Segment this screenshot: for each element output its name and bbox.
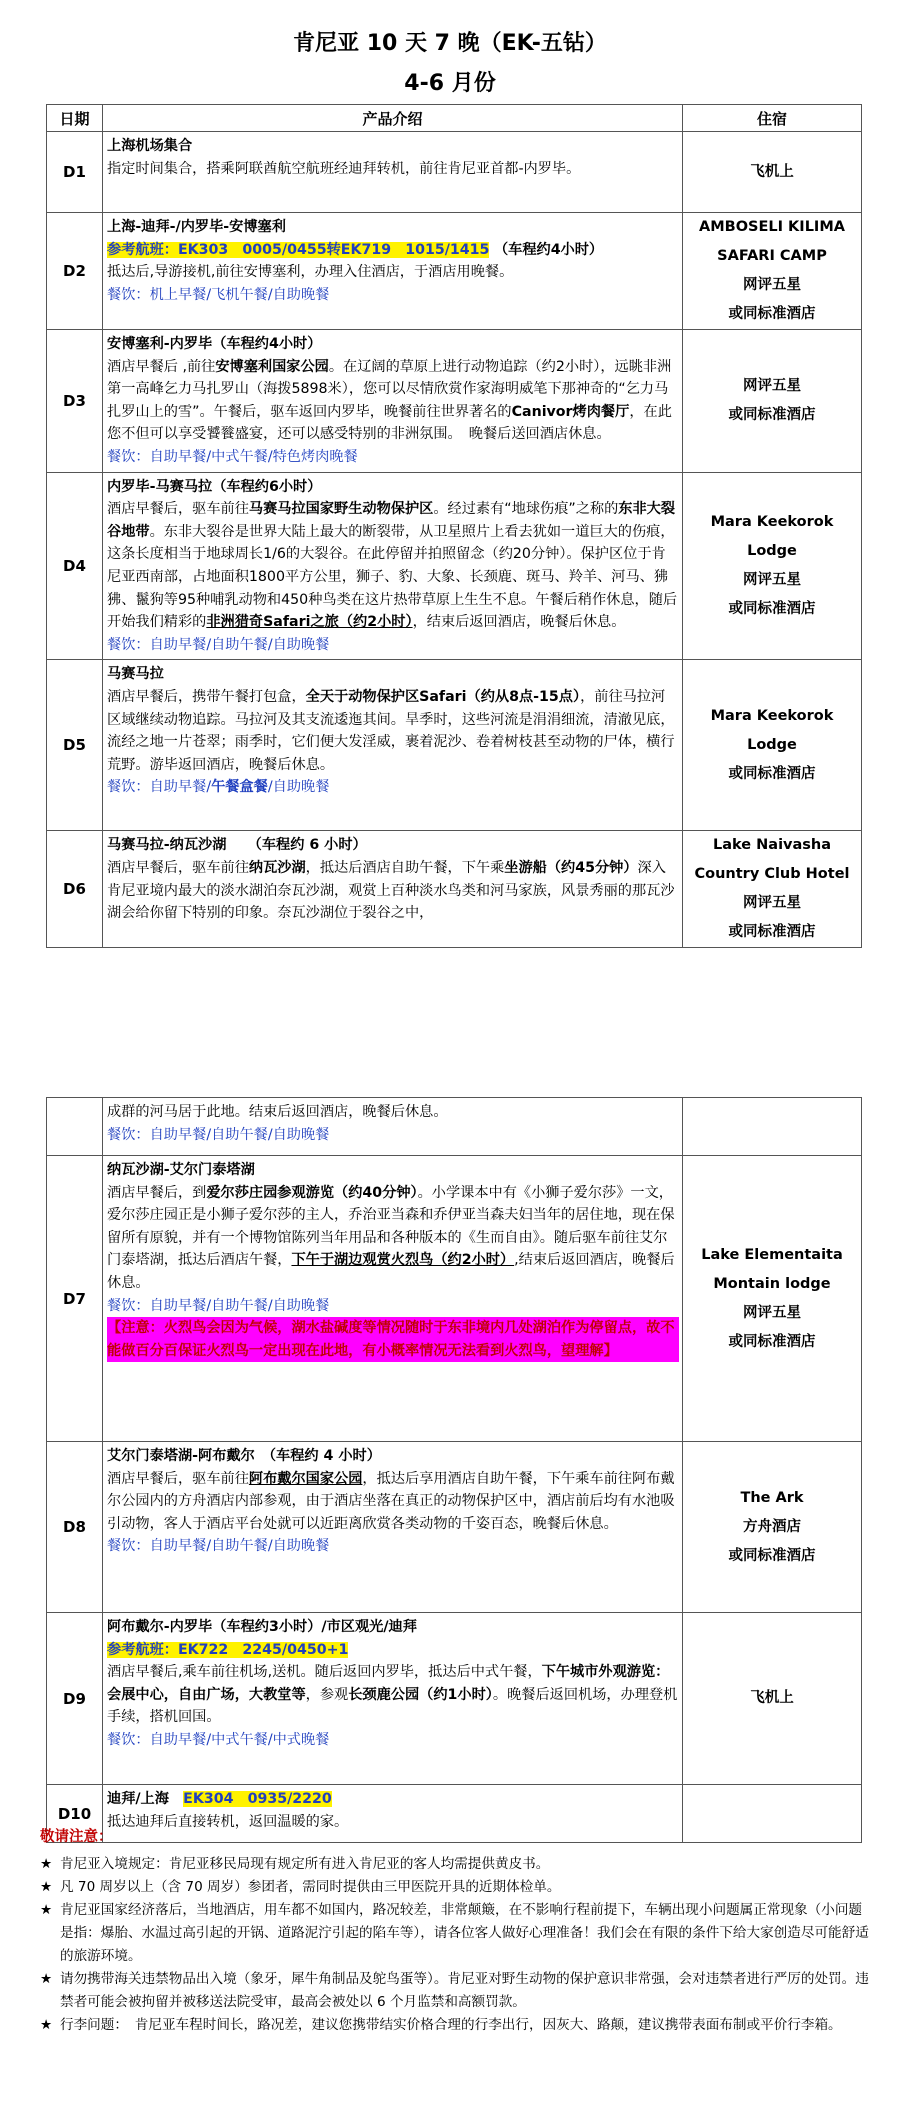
- day-text: [107, 356, 679, 446]
- text-part: 深入肯尼亚境内最大的淡水湖泊奈瓦沙湖，观赏上百种淡水鸟类和河马家族，风景秀丽的那瓦沙湖会给你留下特别的印象。奈瓦沙湖位于裂谷之中，: [107, 859, 675, 922]
- text-part: ,结束后返回酒店，晚餐后休息。: [107, 1252, 675, 1291]
- note-text: 行李问题： 肯尼亚车程时间长，路况差，建议您携带结实价格合理的行李出行，因灰大、路颠，建议携带表面布制或平价行李箱。: [60, 2017, 842, 2033]
- day-label: D3: [47, 330, 103, 473]
- meal-info: [107, 776, 679, 799]
- star-icon: ★: [40, 1971, 53, 1987]
- table-row-d3: [47, 330, 862, 473]
- day-text: 抵达迪拜后直接转机，返回温暖的家。: [107, 1813, 349, 1830]
- day-heading: 安博塞利-内罗毕（车程约4小时）: [107, 336, 322, 352]
- text-part: 酒店早餐后，到: [107, 1184, 207, 1201]
- hotel-alt: 或同标准酒店: [728, 600, 816, 617]
- hotel-cell-empty: [683, 1098, 862, 1156]
- highlight-text: 全天于动物保护区Safari（约从8点-15点）: [305, 688, 581, 705]
- table-row-d2: [47, 213, 862, 330]
- meal-part: /自助晚餐: [267, 779, 330, 796]
- day-label: D10: [47, 1785, 103, 1843]
- note-item: [40, 1899, 870, 1968]
- text-part: 。东非大裂谷是世界大陆上最大的断裂带，从卫星照片上看去犹如一道巨大的伤痕，这条长度相当于地球周长1/6的大裂谷。在此停留并拍照留念（约20分钟）。保护区位于肯尼亚西南部，占地面积1800平方公里，狮子、豹、大象、长颈鹿、斑马、羚羊、河马、狒狒、鬣狗等95种哺乳动物和450种鸟类在这片热带草原上生生不息。午餐后稍作休息，随后开始我们精彩的: [107, 523, 678, 631]
- day-description: [103, 472, 683, 660]
- note-item: [40, 1968, 870, 2014]
- flight-info: EK304 0935/2220: [183, 1791, 332, 1807]
- note-item: [40, 2014, 870, 2037]
- day-heading: 艾尔门泰塔湖-阿布戴尔 （车程约 4 小时）: [107, 1448, 381, 1464]
- text-part: ，在此您不但可以享受饕餮盛宴，还可以感受特别的非洲氛围。 晚餐后送回酒店休息。: [107, 403, 672, 443]
- page-title: 肯尼亚 10 天 7 晚（EK-五钻）: [293, 31, 607, 56]
- header-hotel: 住宿: [683, 105, 862, 132]
- notes-heading: 敬请注意：: [40, 1829, 113, 1845]
- day-heading: 内罗毕-马赛马拉（车程约6小时）: [107, 478, 322, 495]
- flight-info: 参考航班：EK303 0005/0455转EK719 1015/1415: [107, 241, 490, 258]
- text-part: ，参观: [305, 1686, 349, 1703]
- star-icon: ★: [40, 1856, 53, 1872]
- hotel-rating: 网评五星: [743, 1304, 801, 1321]
- underlined-text: 非洲猎奇Safari之旅（约2小时）: [206, 614, 413, 631]
- header-date: 日期: [47, 105, 103, 132]
- day-label-empty: [47, 1098, 103, 1156]
- note-text: 肯尼亚入境规定：肯尼亚移民局现有规定所有进入肯尼亚的客人均需提供黄皮书。: [60, 1856, 550, 1872]
- meal-info: 餐饮：自助早餐/自助午餐/自助晚餐: [107, 1297, 330, 1314]
- hotel-cell: [683, 213, 862, 330]
- meal-info: 餐饮：自助早餐/中式午餐/特色烤肉晚餐: [107, 448, 358, 465]
- day-heading: 阿布戴尔-内罗毕（车程约3小时）/市区观光/迪拜: [107, 1619, 417, 1635]
- hotel-name: 飞机上: [750, 1690, 794, 1706]
- text-part: 酒店早餐后 ,前往: [107, 358, 216, 375]
- day-text: [107, 1661, 679, 1729]
- hotel-name-2: SAFARI CAMP: [717, 248, 827, 264]
- highlight-text: 长颈鹿公园（约1小时）: [348, 1686, 493, 1703]
- text-part: 。在辽阔的草原上进行动物追踪（约2小时），远眺非洲第一高峰乞力马扎罗山（海拨5898米），您可以尽情欣赏作家海明威笔下那神奇的“乞力马扎罗山上的雪”。午餐后，驱车返回内罗毕，晚餐前往世界著名的: [107, 358, 672, 420]
- meal-info: 餐饮：自助早餐/自助午餐/自助晚餐: [107, 636, 330, 653]
- text-part: ，前往马拉河区域继续动物追踪。马拉河及其支流逶迤其间。旱季时，这些河流是涓涓细流，清澈见底，流经之地一片苍翠；雨季时，它们便大发淫威，裹着泥沙、卷着树枝甚至动物的尸体，横行荒野。游毕返回酒店，晚餐后休息。: [107, 688, 675, 773]
- hotel-name: 飞机上: [750, 163, 794, 180]
- highlight-text: 纳瓦沙湖: [248, 859, 306, 876]
- day-description: [103, 1156, 683, 1442]
- day-heading: 马赛马拉: [107, 666, 164, 683]
- meal-info: 餐饮：机上早餐/飞机午餐/自助晚餐: [107, 286, 330, 303]
- hotel-alt: 或同标准酒店: [728, 1333, 816, 1350]
- hotel-rating: 网评五星: [743, 277, 801, 293]
- meal-info: 餐饮：自助早餐/中式午餐/中式晚餐: [107, 1731, 330, 1748]
- table-row-d6: [47, 831, 862, 948]
- hotel-cell: [683, 132, 862, 213]
- note-text: 请勿携带海关违禁物品出入境（象牙，犀牛角制品及鸵鸟蛋等）。肯尼亚对野生动物的保护意识非常强，会对违禁者进行严厉的处罚。违禁者可能会被拘留并被移送法院受审，最高会被处以 6 个月监禁和高额罚款。: [60, 1971, 869, 2010]
- day-heading: 纳瓦沙湖-艾尔门泰塔湖: [107, 1162, 255, 1178]
- page-subtitle: 4-6 月份: [404, 71, 496, 96]
- day-description: [103, 831, 683, 948]
- hotel-cell: [683, 831, 862, 948]
- day-text: 指定时间集合，搭乘阿联酋航空航班经迪拜转机，前往肯尼亚首都-内罗毕。: [107, 160, 581, 177]
- text-part: 酒店早餐后，驱车前往: [107, 1470, 249, 1487]
- day-label: D8: [47, 1442, 103, 1613]
- hotel-cell: [683, 330, 862, 473]
- underlined-text: 下午于湖边观赏火烈鸟（约2小时）: [291, 1252, 515, 1269]
- day-description: [103, 1442, 683, 1613]
- text-part: ，抵达后享用酒店自助午餐，下午乘车前往阿布戴尔公园内的方舟酒店内部参观，由于酒店坐落在真正的动物保护区中，酒店前后均有水池吸引动物，客人于酒店平台处就可以近距离欣赏各类动物的千姿百态，晚餐后休息。: [107, 1470, 675, 1532]
- note-item: [40, 1853, 870, 1876]
- day-label: D7: [47, 1156, 103, 1442]
- day-text: [107, 686, 679, 776]
- day-text: 成群的河马居于此地。结束后返回酒店，晚餐后休息。: [107, 1104, 448, 1120]
- day-heading: 马赛马拉-纳瓦沙湖 （车程约 6 小时）: [107, 837, 367, 854]
- hotel-name-2: Country Club Hotel: [694, 866, 850, 883]
- text-part: 酒店早餐后，携带午餐打包盒，: [107, 688, 306, 705]
- day-label: D1: [47, 132, 103, 213]
- meal-info: 餐饮：自助早餐/自助午餐/自助晚餐: [107, 1126, 330, 1143]
- hotel-name: Lake Naivasha: [712, 837, 832, 854]
- highlight-text: 爱尔莎庄园参观游览（约40分钟）: [206, 1184, 418, 1201]
- day-label: D5: [47, 660, 103, 831]
- table-header-row: [47, 105, 862, 132]
- day-heading: 上海-迪拜-/内罗毕-安博塞利: [107, 219, 286, 235]
- hotel-alt: 或同标准酒店: [728, 1547, 816, 1564]
- hotel-name: Lake Elementaita: [701, 1246, 843, 1263]
- table-row-d7: [47, 1156, 862, 1442]
- table-row-d4: [47, 472, 862, 660]
- hotel-cell: [683, 1613, 862, 1785]
- star-icon: ★: [40, 1879, 53, 1895]
- text-part: 酒店早餐后,乘车前往机场,送机。随后返回内罗毕，抵达后中式午餐，: [107, 1664, 542, 1681]
- text-part: 。晚餐后返回机场，办理登机手续，搭机回国。: [107, 1686, 678, 1726]
- itinerary-table-part-2: [46, 1097, 862, 1843]
- table-row-d5: [47, 660, 862, 831]
- hotel-name-2: Montain lodge: [713, 1275, 831, 1292]
- highlight-text: 东非大裂谷地带: [107, 501, 676, 540]
- day-text: [107, 1468, 679, 1536]
- hotel-cell: [683, 660, 862, 831]
- day-text: [107, 1182, 679, 1295]
- star-icon: ★: [40, 2017, 53, 2033]
- meal-part: 餐饮：自助早餐/: [107, 779, 212, 796]
- day-heading: 上海机场集合: [107, 138, 193, 154]
- day-text: [107, 857, 679, 925]
- hotel-name: Mara Keekorok: [710, 707, 834, 724]
- meal-info: 餐饮：自助早餐/自助午餐/自助晚餐: [107, 1538, 330, 1555]
- day-description: [103, 1613, 683, 1785]
- day-label: D2: [47, 213, 103, 330]
- highlight-text: 马赛马拉国家野生动物保护区: [248, 501, 434, 518]
- hotel-rating: 网评五星: [743, 377, 801, 394]
- highlight-text: Canivor烤肉餐厅: [511, 403, 630, 420]
- text-part: 酒店早餐后，驱车前往: [107, 859, 249, 876]
- hotel-name: AMBOSELI KILIMA: [699, 219, 845, 235]
- day-description: [103, 132, 683, 213]
- itinerary-table-part-1: [46, 104, 862, 948]
- hotel-name-2: Lodge: [747, 736, 797, 753]
- note-item: [40, 1876, 870, 1899]
- hotel-name: The Ark: [740, 1489, 804, 1506]
- highlight-text: 安博塞利国家公园: [215, 358, 329, 375]
- hotel-alt: 或同标准酒店: [728, 924, 816, 941]
- table-row-d8: [47, 1442, 862, 1613]
- highlight-text: 下午城市外观游览：会展中心，自由广场，大教堂等: [107, 1664, 670, 1703]
- hotel-rating: 网评五星: [743, 895, 801, 912]
- text-part: 酒店早餐后，驱车前往: [107, 501, 249, 518]
- table-row-d1: [47, 132, 862, 213]
- drive-time: （车程约4小时）: [493, 241, 604, 258]
- table-row-d9: [47, 1613, 862, 1785]
- day-heading: 迪拜/上海: [107, 1791, 169, 1807]
- day-description: [103, 660, 683, 831]
- flamingo-notice: 【注意：火烈鸟会因为气候，湖水盐碱度等情况随时于东非境内几处湖泊作为停留点，故不能做百分百保证火烈鸟一定出现在此地，有小概率情况无法看到火烈鸟，望理解】: [107, 1317, 679, 1362]
- hotel-cell: [683, 472, 862, 660]
- day-description: [103, 213, 683, 330]
- note-text: 肯尼亚国家经济落后，当地酒店，用车都不如国内，路况较差，非常颠簸，在不影响行程前提下，车辆出现小问题属正常现象（小问题是指：爆胎、水温过高引起的开锅、道路泥泞引起的陷车等），请各位客人做好心理准备！我们会在有限的条件下给大家创造尽可能舒适的旅游环境。: [60, 1902, 869, 1964]
- day-text: [107, 498, 679, 634]
- hotel-alt: 或同标准酒店: [728, 406, 816, 423]
- text-part: 。经过素有“地球伤痕”之称的: [433, 501, 619, 518]
- underlined-text: 阿布戴尔国家公园: [248, 1470, 363, 1487]
- hotel-cell: [683, 1442, 862, 1613]
- meal-highlight: 午餐盒餐: [211, 779, 268, 796]
- flight-info: 参考航班：EK722 2245/0450+1: [107, 1641, 349, 1658]
- text-part: ，抵达后酒店自助午餐，下午乘: [305, 859, 505, 876]
- hotel-alt: 或同标准酒店: [728, 306, 816, 322]
- day-description: [103, 330, 683, 473]
- hotel-name: Mara Keekorok: [710, 513, 834, 530]
- header-product: 产品介绍: [103, 105, 683, 132]
- text-part: ，结束后返回酒店，晚餐后休息。: [412, 614, 626, 631]
- day-label: D4: [47, 472, 103, 660]
- note-text: 凡 70 周岁以上（含 70 周岁）参团者，需同时提供由三甲医院开具的近期体检单。: [60, 1879, 561, 1895]
- notes-section: [40, 1826, 870, 2037]
- hotel-alt: 或同标准酒店: [728, 765, 816, 782]
- hotel-rating: 网评五星: [743, 571, 801, 588]
- star-icon: ★: [40, 1902, 53, 1918]
- hotel-cell: [683, 1156, 862, 1442]
- day-description: [103, 1098, 683, 1156]
- hotel-name-2: 方舟酒店: [743, 1518, 801, 1535]
- hotel-name-2: Lodge: [747, 542, 797, 559]
- table-row-d6-cont: [47, 1098, 862, 1156]
- day-label: D9: [47, 1613, 103, 1785]
- highlight-text: 坐游船（约45分钟）: [504, 859, 638, 876]
- day-text: 抵达后,导游接机,前往安博塞利，办理入住酒店，于酒店用晚餐。: [107, 264, 514, 281]
- day-label: D6: [47, 831, 103, 948]
- text-part: 。小学课本中有《小狮子爱尔莎》一文，爱尔莎庄园正是小狮子爱尔莎的主人，乔治亚当森和乔伊亚当森夫妇当年的居住地，现在保留所有原貌，并有一个博物馆陈列当年用品和各种版本的《生而自由》。随后驱车前往艾尔门泰塔湖，抵达后酒店午餐，: [107, 1184, 675, 1269]
